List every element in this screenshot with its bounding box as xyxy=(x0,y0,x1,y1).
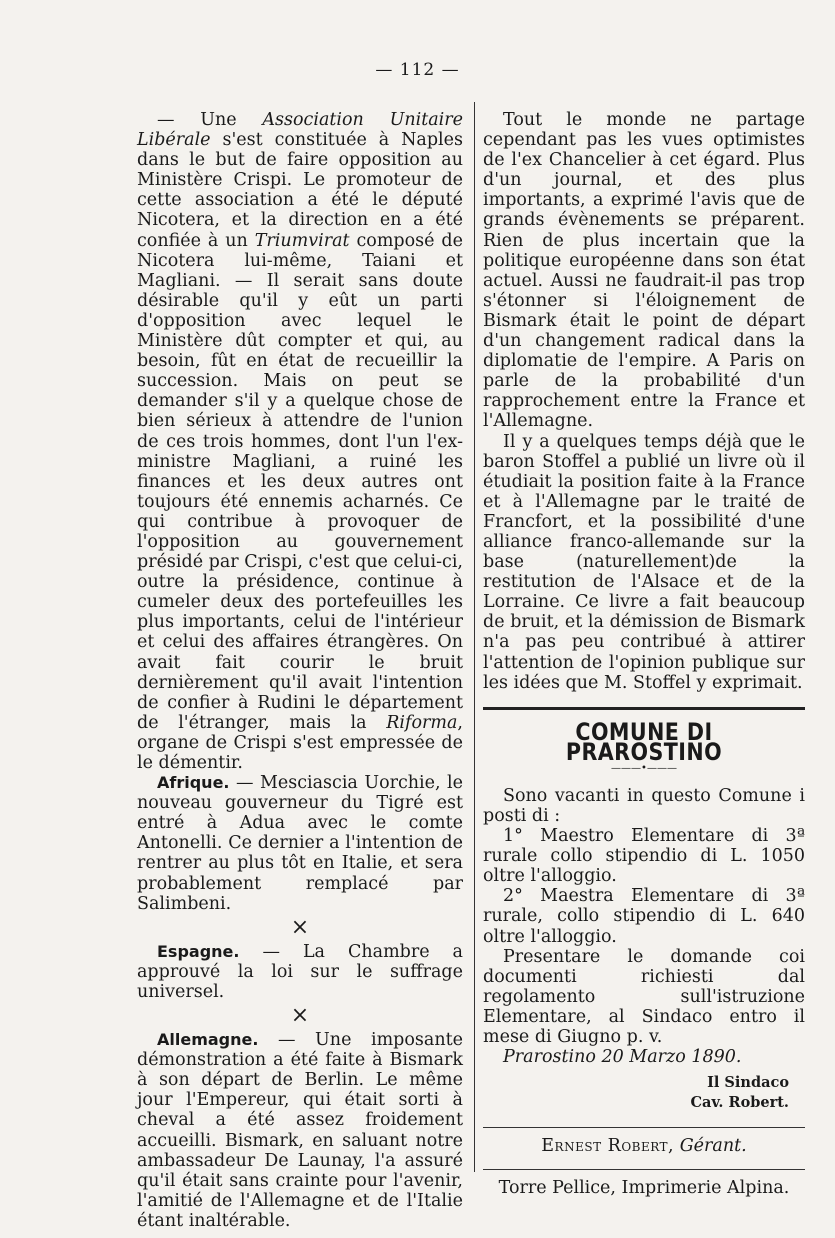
column-divider xyxy=(474,102,475,1172)
article-espagne xyxy=(137,942,463,1002)
section-cross: × xyxy=(290,1003,310,1029)
section-rule xyxy=(483,707,805,710)
article-text-a: s'est constituée à Naples dans le but de faire opposition au Ministère Crispi. Le promoteur de cette association a été le député Nicotera, et la direction en a été confiée à un xyxy=(137,130,463,251)
dash-text: — Une xyxy=(157,110,263,130)
notice-post-1: 1° Maestro Elementare di 3ª rurale collo stipendio di L. 1050 oltre l'alloggio. xyxy=(483,826,805,887)
article-stoffel: Il y a quelques temps déjà que le baron Stoffel a publié un livre où il étudiait la position faite à la France et à l'Allemagne par le traité de Francfort, et la possibilité d'une alliance franco-allemande sur la base (naturellement)de la restitution de l'Alsace et de la Lorraine. Ce livre a fait beaucoup de bruit, et la démission de Bismark n'a pas peu contribué à attirer l'attention de l'opinion publique sur les idées que M. Stoffel y exprimait. xyxy=(483,431,805,693)
afrique-heading: Afrique. xyxy=(157,773,230,793)
article-allemagne xyxy=(137,1030,463,1231)
article-text-b: composé de Nicotera lui-même, Taiani et Magliani. — Il serait sans doute désirable qu'il y eût un parti d'opposition avec lequel le Ministère dût compter et qui, au besoin, fût en état de recueillir la succession. Mais on peut se demander s'il y a quelque chose de bien sérieux à attendre de l'union de ces trois hommes, dont l'un l'ex-ministre Magliani, a ruiné les finances et les deux autres ont toujours été ennemis acharnés. Ce qui contribue à provoquer de l'opposition au gouvernement présidé par Crispi, c'est que celui-ci, outre la présidence, continue à cumeler deux des portefeuilles les plus importants, celui de l'intérieur et celui des affaires étrangères. On avait fait courir le bruit dernièrement qu'il avait l'intention de confier à Rudini le département de l'étranger, mais la xyxy=(137,230,463,733)
article-afrique xyxy=(137,773,463,914)
signature-name: Cav. Robert. xyxy=(690,1094,789,1112)
notice-instructions: Presentare le domande coi documenti richiesti dal regolamento sull'istruzione Elementare, al Sindaco entro il mese di Giugno p. v. xyxy=(483,946,805,1048)
espagne-text: — La Chambre a approuvé la loi sur le suffrage universel. xyxy=(137,941,463,1002)
section-cross: × xyxy=(290,914,310,940)
printer-rule xyxy=(483,1169,805,1170)
notice-post-2: 2° Maestra Elementare di 3ª rurale, collo stipendio di L. 640 oltre l'alloggio. xyxy=(483,886,805,947)
signature-rule xyxy=(483,1127,805,1128)
allemagne-heading: Allemagne. xyxy=(157,1030,259,1050)
espagne-heading: Espagne. xyxy=(157,941,240,961)
commune-title: COMUNE DI PRAROSTINO xyxy=(565,717,723,766)
notice-place-date: Prarostino 20 Marzo 1890. xyxy=(503,1047,742,1068)
ornament-rule: ———•——— xyxy=(611,762,677,774)
gerant-line xyxy=(483,1136,805,1156)
triumvirat-word: Triumvirat xyxy=(254,230,350,251)
printer-line: Torre Pellice, Imprimerie Alpina. xyxy=(498,1177,790,1198)
right-column xyxy=(483,110,805,1198)
article-text-c: , organe de Crispi s'est empressée de le démentir. xyxy=(137,712,463,773)
afrique-text: — Mesciascia Uorchie, le nouveau gouverneur du Tigré est entré à Adua avec le comte Antonelli. Ce dernier a l'intention de rentrer au plus tôt en Italie, et sera probablement remplacé par Salimbeni. xyxy=(137,773,463,914)
page-number: — 112 — xyxy=(375,60,460,80)
gerant-title: Gérant. xyxy=(674,1136,747,1157)
signature-title: Il Sindaco xyxy=(707,1074,789,1092)
left-column xyxy=(137,110,463,1231)
article-association xyxy=(137,110,463,773)
allemagne-text: — Une imposante démonstration a été faite à Bismark à son départ de Berlin. Le même jour l'Empereur, qui était sorti à cheval a été assez froidement accueilli. Bismark, en saluant notre ambassadeur De Launay, l'a assuré qu'il était sans crainte pour l'avenir, l'amitié de l'Allemagne et de l'Italie étant inaltérable. xyxy=(137,1030,463,1231)
article-chancelier: Tout le monde ne partage cependant pas les vues optimistes de l'ex Chancelier à cet égard. Plus d'un journal, et des plus importants, a exprimé l'avis que de grands évènements se préparent. Rien de plus incertain que la politique européenne dans son état actuel. Aussi ne faudrait-il pas trop s'étonner si l'éloignement de Bismark était le point de départ d'un changement radical dans la diplomatie de l'empire. A Paris on parle de la probabilité d'un rapprochement entre la France et l'Allemagne. xyxy=(483,110,805,432)
association-name: Association Unitaire Libérale xyxy=(137,110,463,151)
gerant-name: Ernest Robert, xyxy=(541,1136,675,1157)
riforma-word: Riforma xyxy=(386,712,458,733)
notice-intro: Sono vacanti in questo Comune i posti di : xyxy=(483,785,805,826)
